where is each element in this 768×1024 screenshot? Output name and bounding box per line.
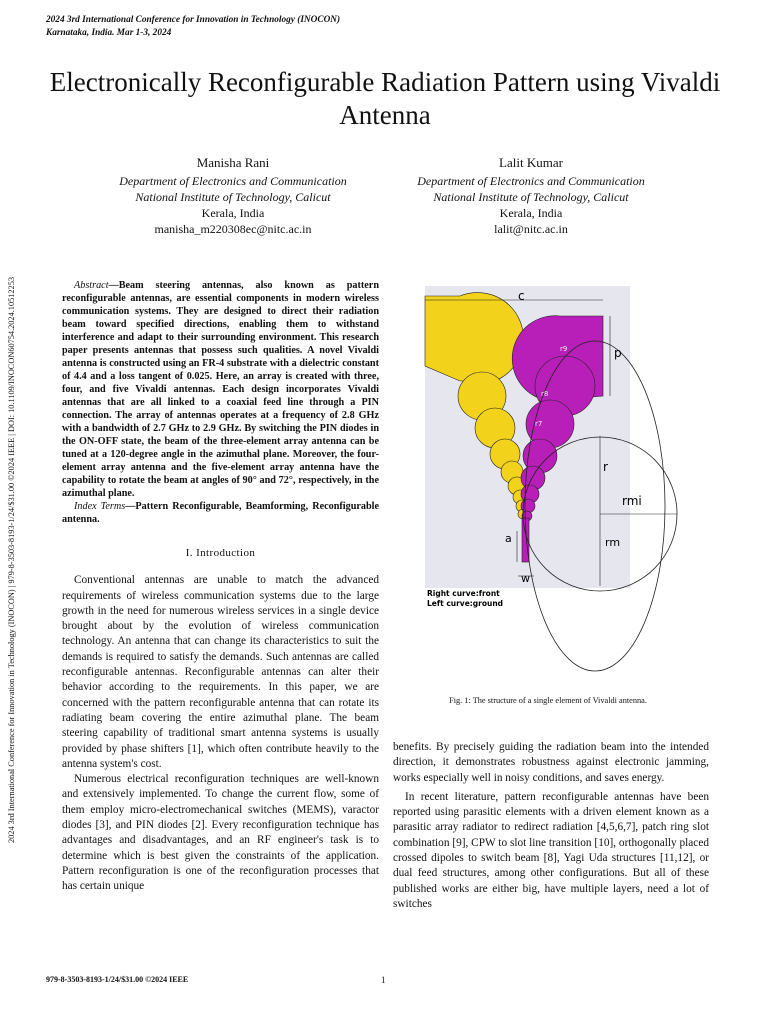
- abstract-label: Abstract: [74, 280, 109, 291]
- label-rm: rm: [605, 536, 621, 549]
- author-email[interactable]: lalit@nitc.ac.in: [494, 222, 568, 236]
- author-department: Department of Electronics and Communication: [119, 174, 347, 188]
- ground-curve: [425, 293, 528, 519]
- front-curve: [512, 316, 603, 562]
- label-r8: r8: [541, 390, 549, 398]
- left-column: [62, 279, 379, 895]
- author-block-2: [381, 155, 681, 237]
- section-heading: I. Introduction: [185, 547, 256, 559]
- author-institution: National Institute of Technology, Calicut: [135, 190, 331, 204]
- paragraph: benefits. By precisely guiding the radiation beam into the intended direction, it demonstrates robustness against electronic jamming, works especially well in noisy conditions, and saves energy.: [393, 741, 709, 784]
- label-w: w: [521, 572, 530, 585]
- label-p: p: [614, 346, 622, 360]
- paragraph: In recent literature, pattern reconfigurable antennas have been reported using parasitic elements with a driven element known as a parasitic array radiator to redirect radiation [4,5,6,7], patch ring slot combination [9], CPW to slot line transition [10], orthogonally placed crossed dipoles to switch beam [8], Yagi Uda structures [11,12], or dual feed structures, among other configurations. But all of these published works are either big, have multiple layers, need a lot of switches: [393, 790, 709, 910]
- legend-front: Right curve:front: [427, 589, 500, 598]
- label-a: a: [505, 532, 512, 545]
- vivaldi-antenna-figure: [400, 286, 685, 676]
- paragraph: Numerous electrical reconfiguration techniques are well-known and extensively implemented. To change the current flow, some of them employ micro-electromechanical switches (MEMS), varactor diodes [3], and PIN diodes [2]. Every reconfiguration technique has advantages and disadvantages, and an RF engineer's task is to determine which is best given the constraints of the application. Pattern reconfiguration is one of the reconfiguration processes that has certain unique: [62, 773, 379, 893]
- author-name: Lalit Kumar: [499, 155, 563, 170]
- page-number: 1: [381, 975, 386, 985]
- right-column: [393, 740, 709, 912]
- label-r9: r9: [560, 345, 568, 353]
- conference-line-2: Karnataka, India. Mar 1-3, 2024: [46, 28, 172, 38]
- doi-sidebar: [3, 155, 23, 965]
- index-terms-label: Index Terms: [74, 501, 126, 512]
- label-c: c: [518, 289, 525, 303]
- author-location: Kerala, India: [201, 206, 265, 220]
- footer-copyright: 979-8-3503-8193-1/24/$31.00 ©2024 IEEE: [46, 975, 189, 984]
- author-block-1: [83, 155, 383, 237]
- label-r: r: [603, 460, 608, 474]
- doi-sidebar-text: 2024 3rd International Conference for Innovation in Technology (INOCON) | 979-8-3503-8193-1/24/$31.00 ©2024 IEEE | DOI: 10.1109/INOCON60754.2024.10512253: [7, 277, 16, 843]
- figure-caption: Fig. 1: The structure of a single element of Vivaldi antenna.: [449, 696, 647, 705]
- paragraph: Conventional antennas are unable to match the advanced requirements of wireless communication systems due to the large growth in the need for numerous wireless services in a single device brought about by the evolution of wireless communication technology. An antenna that can change its characteristics to suit the demands is required to satisfy the demands. Such antennas are called reconfigurable antennas. Reconfigurable antennas can alter their behavior according to the requirements. In this paper, we are concerned with the pattern reconfigurable antenna that can rotate its radiating beam covering the entire azimuthal plane. The beam steering capability of traditional smart antenna systems is usually provided by phase shifters [1], which often contribute heavily to the antenna system's cost.: [62, 574, 379, 770]
- author-email[interactable]: manisha_m220308ec@nitc.ac.in: [154, 222, 312, 236]
- conference-header: [46, 14, 340, 40]
- paper-title: Electronically Reconfigurable Radiation Pattern using Vivaldi Antenna: [49, 67, 721, 130]
- label-r7: r7: [535, 420, 543, 428]
- conference-line-1: 2024 3rd International Conference for Innovation in Technology (INOCON): [46, 15, 341, 25]
- author-location: Kerala, India: [499, 206, 563, 220]
- author-name: Manisha Rani: [196, 155, 270, 170]
- author-institution: National Institute of Technology, Calicut: [433, 190, 629, 204]
- abstract: [62, 279, 379, 500]
- index-terms-text: —Pattern Reconfigurable, Beamforming, Reconfigurable antenna.: [62, 501, 379, 525]
- index-terms: [62, 500, 379, 526]
- abstract-text: —Beam steering antennas, also known as pattern reconfigurable antennas, are essential components in modern wireless communication systems. They are designed to direct their radiation beam toward specified directions, enabling them to withstand interference and adapt to their surrounding environment. This research paper presents antennas that possess such qualities. A novel Vivaldi antenna is constructed using an FR-4 substrate with a dielectric constant of 4.4 and a loss tangent of 0.025. Here, an array is created with three, four, and five Vivaldi antennas. Each design incorporates Vivaldi antennas that are all linked to a coaxial feed line through a PIN connection. The array of antennas operates at a frequency of 2.8 GHz with a bandwidth of 2.7 GHz to 2.9 GHz. By switching the PIN diodes in the ON-OFF state, the beam of the three-element array antenna can be tuned at a 120-degree angle in the azimuthal plane. Moreover, the four-element array antenna and the five-element array antenna have the capability to rotate the beam at angles of 90° and 72°, respectively, in the azimuthal plane.: [62, 280, 379, 499]
- label-rmi: rmi: [622, 494, 642, 508]
- author-department: Department of Electronics and Communication: [417, 174, 645, 188]
- legend-ground: Left curve:ground: [427, 599, 504, 608]
